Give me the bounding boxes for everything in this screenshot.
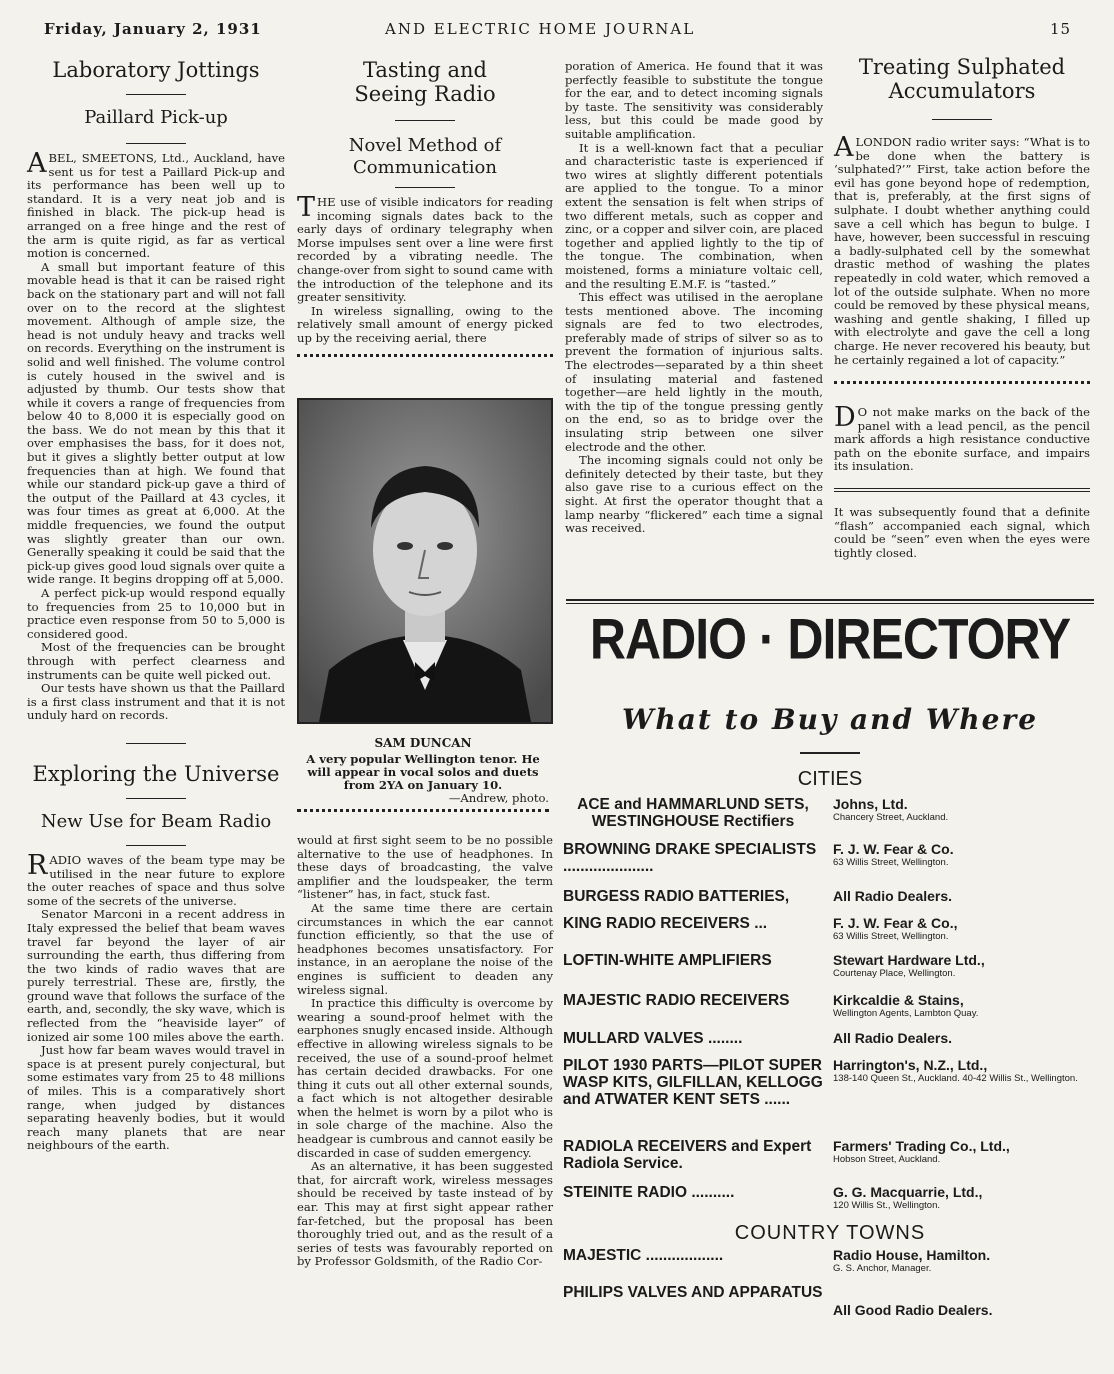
- directory-product: BROWNING DRAKE SPECIALISTS .....................: [563, 841, 817, 875]
- directory-product: STEINITE RADIO ..........: [563, 1184, 735, 1201]
- universe-paragraph: Just how far beam waves would travel in space is at present purely conjectural, but some estimates vary from 25 to 48 millions of miles. This is a comparatively short range, when judged by distances separating heavenly bodies, but it would reach many planets that are near neighbours of the earth.: [27, 1043, 285, 1153]
- divider: [932, 119, 992, 120]
- column-2-bottom: [297, 834, 553, 1269]
- tasting-paragraph: It is a well-known fact that a peculiar and characteristic taste is experienced if two wires at slightly different potentials are applied to the tongue. To a minor extent the sensation is felt when strips of two different metals, such as copper and zinc, or a copper and silver coin, are placed together and applied lightly to the tip of the tongue. The combination, when moistened, forms a miniature voltaic cell, and the resulting E.M.F. is “tasted.”: [565, 140, 823, 291]
- directory-dealer: Radio House, Hamilton. G. S. Anchor, Manager.: [833, 1247, 991, 1274]
- directory-product: BURGESS RADIO BATTERIES,: [563, 888, 790, 905]
- lab-paragraph: ABEL, SMEETONS, Ltd., Auckland, have sent us for test a Paillard Pick-up and its performance has been well up to standard. It is a very neat job and is finished in black. The pick-up head is arranged on a free hinge and the rest of the arm is quite rigid, as far as vertical motion is concerned.: [27, 148, 285, 261]
- portrait-image: [299, 400, 551, 722]
- drop-cap: T: [297, 192, 316, 223]
- divider: [395, 187, 455, 188]
- directory-dealer: Harrington's, N.Z., Ltd., 138-140 Queen St., Auckland. 40-42 Willis St., Wellington.: [833, 1057, 1078, 1084]
- sulphated-paragraph: ALONDON radio writer says: “What is to be done when the battery is ‘sulphated?’” First, take action before the evil has gone beyond hope of redemption, that is, preferably, at the first signs of sulphate. I doubt whether anything could save a cell which has begun to bulge. I have, however, been successful in rescuing a badly-sulphated cell by the somewhat drastic method of washing the plates repeatedly in cold water, which removed a lot of the outside sulphate. When no more could be removed by these physical means, washing and gentle shaking, I filled up with electrolyte and gave the cell a long charge. He never recovered his beauty, but he certainly regained a lot of capacity.”: [834, 132, 1090, 367]
- lab-paragraph: A small but important feature of this movable head is that it can be raised right back on the stationary part and will not fall over on to the record at the slightest movement. Although of ample size, the head is not unduly heavy and tracks well on records. Everything on the instrument is solid and well finished. The volume control is cutely housed in the swivel and is adjusted by thumb. Our tests show that while it covers a range of frequencies from below 40 to 8,000 it is especially good on the bass. We do not mean by this that it over emphasises the bass, for it does not, but it gives a slightly better output at low frequencies than at high. We found that while our standard pick-up gave a third of the output of the Paillard at 43 cycles, it was four times as great at 6,000. At the middle frequencies, we found the output was slightly greater than our own. Generally speaking it could be said that the pick-up gives good loud signals over quite a wide range. It begins dropping off at 5,000.: [27, 259, 285, 587]
- tasting-paragraph: As an alternative, it has been suggested that, for aircraft work, wireless messages should be received by taste instead of by ear. This may at first sight appear rather far-fetched, but the proposal has been thoroughly tried out, and as the result of a series of tests was favourably reported on by Professor Goldsmith, of the Radio Cor-: [297, 1159, 553, 1269]
- tasting-paragraph: This effect was utilised in the aeroplane tests mentioned above. The incoming signals are fed to two electrodes, preferably made of strips of silver so as to prevent the formation of injurious salts. The electrodes—separated by a thin sheet of insulating material and fastened together—are held lightly in the mouth, with the tip of the tongue pressing gently on the end, so as to bridge over the insulating strip between one silver electrode and the other.: [565, 290, 823, 454]
- dotted-divider: [297, 809, 549, 816]
- divider: [126, 798, 186, 799]
- universe-subtitle: New Use for Beam Radio: [40, 810, 272, 832]
- tip-paragraph: D O not make marks on the back of the panel with a lead pencil, as the pencil mark affords a high resistance conductive path on the ebonite surface, and impairs its insulation.: [834, 402, 1090, 474]
- tasting-paragraph: In wireless signalling, owing to the relatively small amount of energy picked up by the receiving aerial, there: [297, 303, 553, 345]
- directory-dealer: Kirkcaldie & Stains, Wellington Agents, Lambton Quay.: [833, 992, 979, 1019]
- tasting-paragraph: The incoming signals could not only be definitely detected by their taste, but they also gave rise to a curious effect on the sight. At first the operator thought that a lamp nearby “flickered” each time a signal was received.: [565, 453, 823, 536]
- universe-paragraph: RADIO waves of the beam type may be utilised in the near future to explore the outer reaches of space and thus solve some of the secrets of the universe.: [27, 849, 285, 908]
- page-date: Friday, January 2, 1931: [44, 20, 262, 38]
- column-1: [27, 58, 285, 1153]
- directory-dealer: G. G. Macquarrie, Ltd., 120 Willis St., Wellington.: [833, 1184, 983, 1211]
- directory-product: PHILIPS VALVES AND APPARATUS: [563, 1284, 823, 1301]
- drop-cap: D: [834, 402, 856, 434]
- page-number: 15: [1050, 20, 1072, 38]
- directory-dealer: All Good Radio Dealers.: [833, 1302, 993, 1318]
- sulphated-title: Treating Sulphated Accumulators: [858, 55, 1066, 103]
- column-2-top: [297, 58, 553, 369]
- tasting-paragraph: would at first sight seem to be no possible alternative to the use of headphones. In these days of broadcasting, the valve amplifier and the loudspeaker, the term “listener” has, in fact, stuck fast.: [297, 833, 553, 902]
- divider: [395, 120, 455, 121]
- photo-description: A very popular Wellington tenor. He will appear in vocal solos and duets from 2YA on January 10.: [306, 752, 540, 792]
- country-heading: COUNTRY TOWNS: [734, 1222, 926, 1244]
- lab-subtitle: Paillard Pick-up: [84, 107, 228, 128]
- directory-top-rule: [566, 599, 1094, 604]
- divider: [126, 845, 186, 846]
- directory-product: MAJESTIC ..................: [563, 1247, 724, 1264]
- photo-name: SAM DUNCAN: [374, 736, 472, 750]
- lab-paragraph: Our tests have shown us that the Paillard is a first class instrument and that it is not unduly hard on records.: [27, 681, 285, 723]
- divider: [126, 94, 186, 95]
- directory-product: KING RADIO RECEIVERS ...: [563, 915, 768, 932]
- universe-title: Exploring the Universe: [32, 761, 280, 786]
- directory-dealer: All Radio Dealers.: [833, 888, 953, 904]
- directory-subtitle: What to Buy and Where: [621, 703, 1039, 736]
- directory-title: RADIO · DIRECTORY: [589, 606, 1071, 672]
- drop-cap: R: [27, 849, 48, 881]
- column-3: [565, 60, 823, 536]
- universe-paragraph: Senator Marconi in a recent address in Italy expressed the belief that beam waves travel far beyond the layer of air surrounding the earth, thus differing from the two kinds of radio waves that are purely terrestrial. These are, firstly, the ground wave that follows the surface of the earth, and, secondly, the sky wave, which is reflected from the “heaviside layer” of ionized air some 100 miles above the earth.: [27, 907, 285, 1044]
- divider: [800, 752, 860, 754]
- portrait-photo: [297, 398, 553, 724]
- column-4: [834, 55, 1090, 560]
- directory-dealer: Farmers' Trading Co., Ltd., Hobson Street, Auckland.: [833, 1138, 1010, 1165]
- tasting-paragraph: At the same time there are certain circumstances in which the ear cannot function efficiently, so that the use of headphones becomes unsatisfactory. For instance, in an aeroplane the noise of the engines is sufficient to deaden any wireless signal.: [297, 900, 553, 997]
- directory-product: RADIOLA RECEIVERS and Expert Radiola Service.: [563, 1138, 812, 1172]
- cities-heading: CITIES: [797, 768, 863, 790]
- tasting-subtitle: Novel Method of Communication: [348, 135, 502, 178]
- directory-dealer: Stewart Hardware Ltd., Courtenay Place, Wellington.: [833, 952, 985, 979]
- tasting-paragraph: poration of America. He found that it was perfectly feasible to substitute the tongue for the ear, and to detect incoming signals by taste. The sensitivity was considerably less, but this could be made good by suitable amplification.: [565, 59, 823, 141]
- divider: [126, 143, 186, 144]
- tasting-paragraph: It was subsequently found that a definite “flash” accompanied each signal, which could be “seen” even when the eyes were tightly closed.: [834, 505, 1090, 560]
- photo-caption: [297, 737, 549, 820]
- photo-credit: —Andrew, photo.: [448, 791, 549, 805]
- directory-dealer: F. J. W. Fear & Co. 63 Willis Street, Wellington.: [833, 841, 954, 868]
- tasting-title: Tasting and Seeing Radio: [354, 58, 496, 106]
- lab-paragraph: A perfect pick-up would respond equally to frequencies from 25 to 10,000 but in practice even response from 50 to 5,000 is considered good.: [27, 586, 285, 641]
- directory-product: ACE and HAMMARLUND SETS, WESTINGHOUSE Rectifiers: [577, 796, 809, 830]
- directory-product: PILOT 1930 PARTS—PILOT SUPER WASP KITS, GILFILLAN, KELLOGG and ATWATER KENT SETS ......: [563, 1057, 823, 1108]
- tasting-paragraph: THE use of visible indicators for reading incoming signals dates back to the early days of ordinary telegraphy when Morse impulses sent over a line were first recorded by a vibrating needle. The change-over from sight to sound came with the introduction of the telephone and its greater sensitivity.: [297, 192, 553, 305]
- directory-product: LOFTIN-WHITE AMPLIFIERS: [563, 952, 772, 969]
- directory-dealer: Johns, Ltd. Chancery Street, Auckland.: [833, 796, 949, 823]
- drop-cap: A: [834, 132, 854, 163]
- lab-paragraph: Most of the frequencies can be brought through with perfect clearness and instruments can be quite well picked out.: [27, 640, 285, 682]
- divider: [126, 743, 186, 744]
- directory-product: MULLARD VALVES ........: [563, 1030, 743, 1047]
- lab-title: Laboratory Jottings: [52, 58, 260, 82]
- directory-product: MAJESTIC RADIO RECEIVERS: [563, 992, 790, 1009]
- tasting-paragraph: In practice this difficulty is overcome by wearing a sound-proof helmet with the earphones snugly encased inside. Although effective in allowing wireless signals to be received, the use of a sound-proof helmet has certain decided drawbacks. For one thing it cuts out all other external sounds, a fact which is not altogether desirable when the helmet is worn by a pilot who is in sole charge of the machine. Also the headgear is cumbrous and cannot easily be discarded in case of sudden emergency.: [297, 996, 553, 1160]
- directory-dealer: F. J. W. Fear & Co., 63 Willis Street, Wellington.: [833, 915, 958, 942]
- dotted-divider: [297, 354, 553, 361]
- drop-cap: A: [27, 148, 47, 179]
- dotted-divider: [834, 381, 1090, 388]
- directory-dealer: All Radio Dealers.: [833, 1030, 953, 1046]
- publication-name: AND ELECTRIC HOME JOURNAL: [385, 20, 696, 38]
- double-divider: [834, 488, 1090, 492]
